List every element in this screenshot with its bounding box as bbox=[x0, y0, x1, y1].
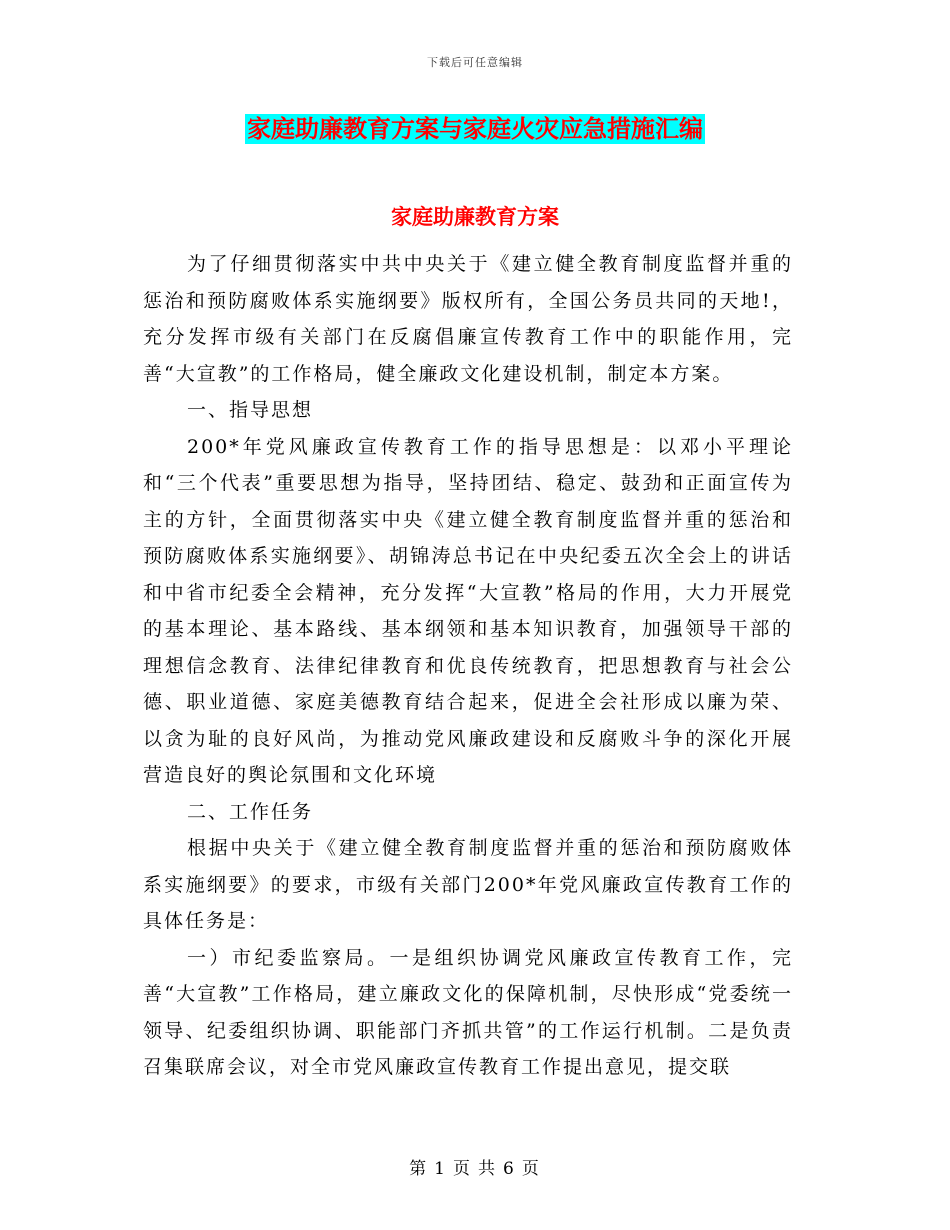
main-title-container bbox=[0, 114, 950, 144]
footer-page-number: 1 bbox=[434, 1159, 447, 1179]
footer-total-prefix: 共 bbox=[478, 1159, 497, 1179]
heading-work-tasks: 二、工作任务 bbox=[187, 800, 314, 823]
footer-total-pages: 6 bbox=[503, 1159, 516, 1179]
section-title: 家庭助廉教育方案 bbox=[391, 204, 559, 229]
paragraph-guiding-ideology: 200*年党风廉政宣传教育工作的指导思想是：以邓小平理论和“三个代表”重要思想为指导，坚持团结、稳定、鼓劲和正面宣传为主的方针，全面贯彻落实中央《建立健全教育制度监督并重的惩治和预防腐败体系实施纲要》、胡锦涛总书记在中央纪委五次全会上的讲话和中省市纪委全会精神，充分发挥“大宣教”格局的作用，大力开展党的基本理论、基本路线、基本纲领和基本知识教育，加强领导干部的理想信念教育、法律纪律教育和优良传统教育，把思想教育与社会公德、职业道德、家庭美德教育结合起来，促进全会社形成以廉为荣、以贪为耻的良好风尚，为推动党风廉政建设和反腐败斗争的深化开展营造良好的舆论氛围和文化环境 bbox=[143, 435, 793, 786]
paragraph-commission-duties: 一）市纪委监察局。一是组织协调党风廉政宣传教育工作，完善“大宣教”工作格局，建立廉政文化的保障机制，尽快形成“党委统一领导、纪委组织协调、职能部门齐抓共管”的工作运行机制。二是负责召集联席会议，对全市党风廉政宣传教育工作提出意见，提交联 bbox=[143, 946, 793, 1078]
heading-guiding-ideology: 一、指导思想 bbox=[187, 399, 314, 421]
footer-suffix: 页 bbox=[521, 1159, 541, 1179]
footer-prefix: 第 bbox=[409, 1159, 429, 1179]
page-header-note: 下载后可任意编辑 bbox=[427, 56, 523, 69]
document-body bbox=[143, 246, 793, 1086]
paragraph-intro: 为了仔细贯彻落实中共中央关于《建立健全教育制度监督并重的惩治和预防腐败体系实施纲要》版权所有，全国公务员共同的天地!，充分发挥市级有关部门在反腐倡廉宣传教育工作中的职能作用，完善“大宣教”的工作格局，健全廉政文化建设机制，制定本方案。 bbox=[143, 253, 793, 385]
page-footer bbox=[0, 1154, 950, 1179]
paragraph-work-tasks: 根据中央关于《建立健全教育制度监督并重的惩治和预防腐败体系实施纲要》的要求，市级有关部门200*年党风廉政宣传教育工作的具体任务是： bbox=[143, 837, 793, 932]
footer-mid: 页 bbox=[453, 1159, 472, 1179]
document-main-title: 家庭助廉教育方案与家庭火灾应急措施汇编 bbox=[247, 114, 703, 143]
